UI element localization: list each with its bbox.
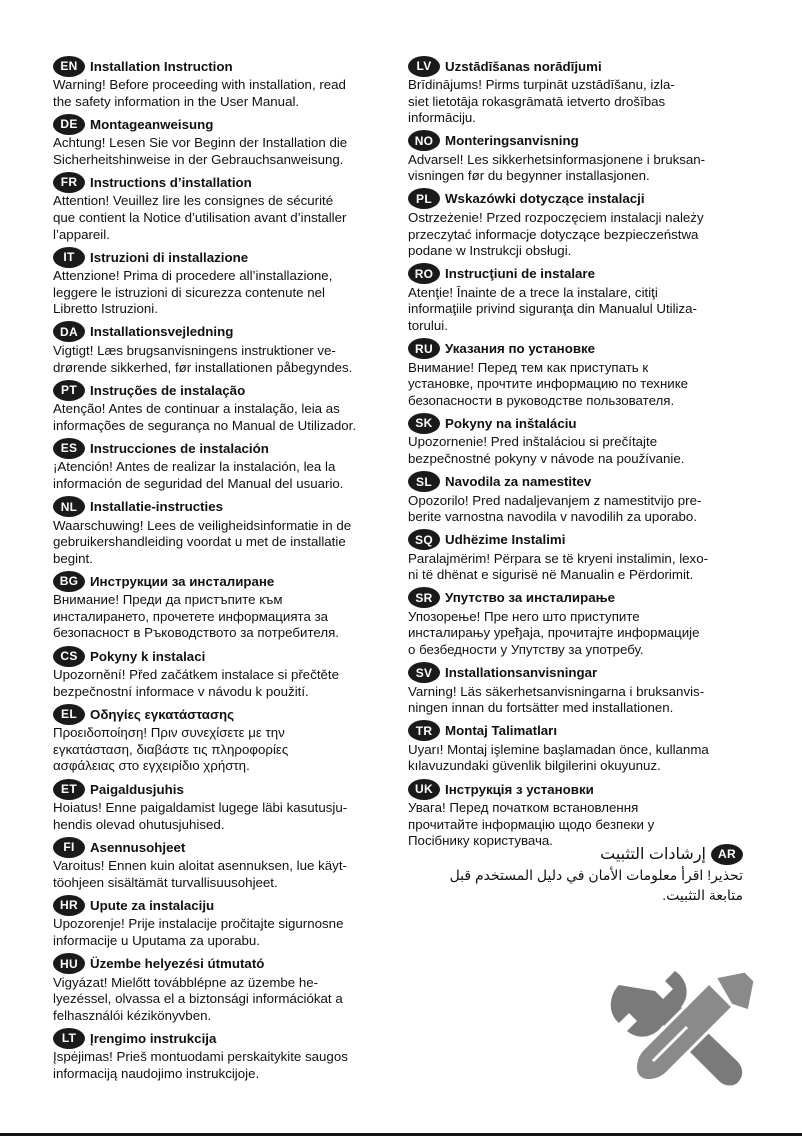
section-ro xyxy=(408,263,753,335)
section-title: Installatie-instructies xyxy=(90,499,224,514)
section-cs xyxy=(53,645,391,700)
section-pl xyxy=(408,188,753,260)
section-title: Інструкція з установки xyxy=(445,781,594,797)
section-title: Instrucciones de instalación xyxy=(90,440,269,456)
section-title: Upute za instalaciju xyxy=(90,897,215,913)
section-heading xyxy=(408,263,753,285)
section-heading xyxy=(53,321,391,343)
section-heading xyxy=(408,720,753,742)
section-heading xyxy=(53,1027,391,1049)
section-title: Οδηγίες εγκατάστασης xyxy=(90,706,235,722)
language-badge: DE xyxy=(53,114,85,135)
section-body: ¡Atención! Antes de realizar la instalación, lea la información de seguridad del Manual del usuario. xyxy=(53,459,344,491)
section-de xyxy=(53,113,391,168)
wrench-screwdriver-icon xyxy=(595,965,765,1095)
language-badge: EL xyxy=(53,704,85,725)
section-title: Упутство за инсталирање xyxy=(445,590,616,606)
section-body: Brīdinājums! Pirms turpināt uzstādīšanu, izla- siet lietotāja rokasgrāmatā ietverto drošības informāciju. xyxy=(408,77,675,126)
section-body: Vigtigt! Læs brugsanvisningens instruktioner ve- drørende sikkerhed, før installationen påbegyndes. xyxy=(53,342,353,375)
section-title: Pokyny na inštaláciu xyxy=(445,415,577,431)
section-heading xyxy=(53,570,391,592)
language-badge: AR xyxy=(711,844,743,865)
section-heading xyxy=(408,471,753,493)
section-et xyxy=(53,778,391,833)
section-body: Atenção! Antes de continuar a instalação, leia as informações de segurança no Manual de Utilizador. xyxy=(53,401,357,433)
language-badge: HR xyxy=(53,895,85,916)
language-badge: FR xyxy=(53,172,85,193)
section-fr xyxy=(53,171,391,243)
section-pt xyxy=(53,379,391,434)
language-badge: RO xyxy=(408,263,440,284)
section-heading xyxy=(53,496,391,518)
section-hu xyxy=(53,953,391,1025)
language-badge: FI xyxy=(53,837,85,858)
section-title: Installationsvejledning xyxy=(90,324,234,340)
section-heading xyxy=(53,171,391,193)
language-badge: HU xyxy=(53,953,85,974)
section-heading xyxy=(408,529,753,551)
section-title: Montageanweisung xyxy=(90,116,214,132)
language-badge: CS xyxy=(53,646,85,667)
section-title: Wskazówki dotyczące instalacji xyxy=(445,191,645,207)
section-bg xyxy=(53,570,391,642)
language-badge: ET xyxy=(53,779,85,800)
section-title: Asennusohjeet xyxy=(90,839,186,855)
section-title: Instruções de instalação xyxy=(90,382,246,398)
right-column xyxy=(408,55,753,853)
section-sv xyxy=(408,662,753,717)
language-badge: ES xyxy=(53,438,85,459)
section-title: Installation Instruction xyxy=(90,58,233,74)
section-heading xyxy=(408,778,753,800)
section-title: Navodila za namestitev xyxy=(445,474,592,489)
section-title: Udhëzime Instalimi xyxy=(445,532,566,548)
section-body: Waarschuwing! Lees de veiligheidsinformatie in de gebruikershandleiding voordat u met de installatie begint. xyxy=(53,517,352,566)
language-badge: TR xyxy=(408,720,440,741)
section-body: Uyarı! Montaj işlemine başlamadan önce, kullanma kılavuzundaki güvenlik bilgilerini okuyunuz. xyxy=(408,741,709,774)
section-heading xyxy=(408,662,753,684)
language-badge: SQ xyxy=(408,529,440,550)
section-body: Įspėjimas! Prieš montuodami perskaitykite saugos informaciją naudojimo instrukcijoje. xyxy=(53,1049,348,1081)
section-heading xyxy=(53,246,391,268)
section-heading xyxy=(53,703,391,725)
section-heading xyxy=(408,55,753,77)
section-it xyxy=(53,246,391,318)
section-lv xyxy=(408,55,753,127)
section-body: Achtung! Lesen Sie vor Beginn der Installation die Sicherheitshinweise in der Gebrauchsanweisung. xyxy=(53,135,348,167)
language-badge: SL xyxy=(408,471,440,492)
section-title: Įrengimo instrukcija xyxy=(90,1030,217,1046)
section-heading xyxy=(408,412,753,434)
language-badge: LT xyxy=(53,1028,85,1049)
section-body: Увага! Перед початком встановлення прочитайте інформацію щодо безпеки у Посібнику користувача. xyxy=(408,800,655,849)
section-heading xyxy=(53,437,391,459)
language-badge: IT xyxy=(53,247,85,268)
section-body: Varoitus! Ennen kuin aloitat asennuksen, lue käyt- töohjeen sisältämät turvallisuusohjeet. xyxy=(53,858,347,890)
section-body: Varning! Läs säkerhetsanvisningarna i bruksanvis- ningen innan du fortsätter med installationen. xyxy=(408,683,705,716)
section-heading xyxy=(408,130,753,152)
section-ar xyxy=(408,843,743,905)
language-badge: BG xyxy=(53,571,85,592)
section-title: Инструкции за инсталиране xyxy=(90,573,275,589)
section-sk xyxy=(408,412,753,467)
section-title: إرشادات التثبيت xyxy=(600,846,706,863)
section-body: Ostrzeżenie! Przed rozpoczęciem instalacji należy przeczytać informacje dotyczące bezpieczeństwa podane w Instrukcji obsługi. xyxy=(408,209,704,259)
language-badge: LV xyxy=(408,56,440,77)
section-body: Warning! Before proceeding with installation, read the safety information in the User Manual. xyxy=(53,77,346,109)
language-badge: NL xyxy=(53,496,85,517)
section-heading xyxy=(53,645,391,667)
language-badge: NO xyxy=(408,130,440,151)
section-sq xyxy=(408,529,753,584)
section-uk xyxy=(408,778,753,850)
section-title: Üzembe helyezési útmutató xyxy=(90,956,265,972)
section-body: Opozorilo! Pred nadaljevanjem z namestitvijo pre- berite varnostna navodila v navodilih za uporabo. xyxy=(408,492,702,525)
section-ru xyxy=(408,338,753,410)
section-body: Attention! Veuillez lire les consignes de sécurité que contient la Notice d’utilisation avant d’installer l’appareil. xyxy=(53,193,347,242)
language-badge: PT xyxy=(53,380,85,401)
section-body: Vigyázat! Mielőtt továbblépne az üzembe he- lyezéssel, olvassa el a biztonsági információkat a felhasználói kézikönyvben. xyxy=(53,974,343,1023)
section-body: Προειδοποίηση! Πριν συνεχίσετε με την εγκατάσταση, διαβάστε τις πληροφορίες ασφάλειας στο εγχειρίδιο χρήστη. xyxy=(53,725,289,774)
language-badge: SK xyxy=(408,413,440,434)
section-el xyxy=(53,703,391,775)
section-hr xyxy=(53,894,391,949)
section-heading xyxy=(53,113,391,135)
section-heading xyxy=(408,188,753,210)
section-body: Attenzione! Prima di procedere all’installazione, leggere le istruzioni di sicurezza contenute nel Libretto Istruzioni. xyxy=(53,268,333,317)
section-heading xyxy=(408,587,753,609)
section-heading xyxy=(408,843,743,865)
section-heading xyxy=(53,379,391,401)
section-title: Указания по установке xyxy=(445,341,596,357)
section-body: Hoiatus! Enne paigaldamist lugege läbi kasutusju- hendis olevad ohutusjuhised. xyxy=(53,800,348,832)
section-body: Atenţie! Înainte de a trece la instalare, citiţi informaţiile privind siguranţa din Manualul Utiliza- torului. xyxy=(408,284,697,333)
section-body: Внимание! Перед тем как приступать к установке, прочтите информацию по технике безопасности в руководстве пользователя. xyxy=(408,359,689,408)
section-title: Paigaldusjuhis xyxy=(90,781,184,797)
section-heading xyxy=(53,55,391,77)
section-body: Paralajmërim! Përpara se të kryeni instalimin, lexo- ni të dhënat e sigurisë në Manualin e Përdorimit. xyxy=(408,550,709,583)
section-heading xyxy=(53,778,391,800)
section-title: Instrucţiuni de instalare xyxy=(445,266,595,282)
section-no xyxy=(408,130,753,185)
section-body: Upozornenie! Pred inštaláciou si prečítajte bezpečnostné pokyny v návode na používanie. xyxy=(408,434,685,466)
section-title: Instructions d’installation xyxy=(90,174,252,190)
language-badge: EN xyxy=(53,56,85,77)
section-sl xyxy=(408,471,753,526)
section-title: Pokyny k instalaci xyxy=(90,648,206,664)
section-title: Istruzioni di installazione xyxy=(90,249,249,265)
section-lt xyxy=(53,1027,391,1082)
section-sr xyxy=(408,587,753,659)
section-fi xyxy=(53,836,391,891)
section-heading xyxy=(408,338,753,360)
language-badge: DA xyxy=(53,321,85,342)
section-title: Montaj Talimatları xyxy=(445,723,558,739)
language-badge: RU xyxy=(408,338,440,359)
section-title: Monteringsanvisning xyxy=(445,133,579,149)
section-nl xyxy=(53,496,391,568)
language-badge: SV xyxy=(408,662,440,683)
section-tr xyxy=(408,720,753,775)
section-body: Упозорење! Пре него што приступите инсталирању уређаја, прочитајте информације о безбедности у Упутству за употребу. xyxy=(408,608,700,658)
section-heading xyxy=(53,836,391,858)
section-heading xyxy=(53,953,391,975)
left-column xyxy=(53,55,391,1086)
section-da xyxy=(53,321,391,376)
language-badge: SR xyxy=(408,587,440,608)
section-body: تحذير! اقرأ معلومات الأمان في دليل المستخدم قبل متابعة التثبيت. xyxy=(449,867,743,903)
section-body: Upozornění! Před začátkem instalace si přečtěte bezpečnostní informace v návodu k použití. xyxy=(53,667,340,699)
section-body: Внимание! Преди да пристъпите към инсталирането, прочетете информацията за безопасност в Ръководството за потребителя. xyxy=(53,592,339,641)
section-en xyxy=(53,55,391,110)
section-body: Advarsel! Les sikkerhetsinformasjonene i bruksan- visningen før du begynner installasjonen. xyxy=(408,151,706,184)
section-es xyxy=(53,437,391,492)
section-heading xyxy=(53,894,391,916)
section-title: Uzstādīšanas norādījumi xyxy=(445,58,602,74)
language-badge: PL xyxy=(408,188,440,209)
section-title: Installationsanvisningar xyxy=(445,665,598,681)
language-badge: UK xyxy=(408,779,440,800)
section-body: Upozorenje! Prije instalacije pročitajte sigurnosne informacije u Uputama za uporabu. xyxy=(53,916,344,948)
